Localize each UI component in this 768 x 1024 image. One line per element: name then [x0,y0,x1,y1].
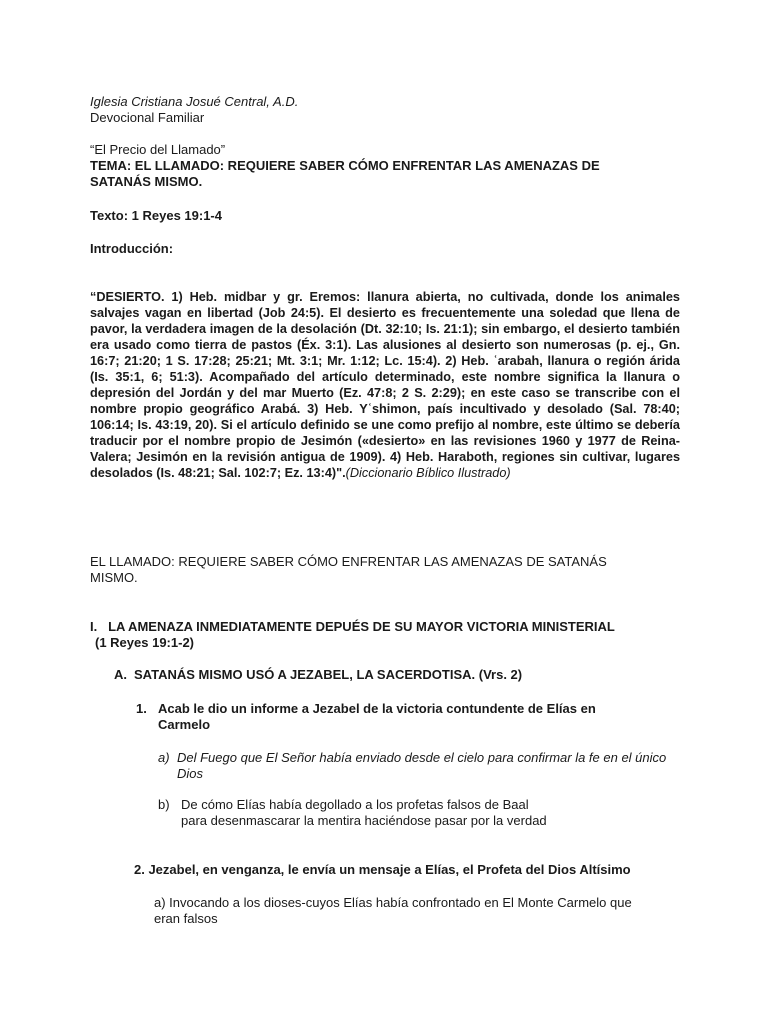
dictionary-quote [90,289,680,481]
point-1 [136,701,636,733]
point-1-marker: 1. [136,701,147,716]
sub-point-b [158,797,558,829]
church-name: Iglesia Cristiana Josué Central, A.D. [90,94,299,109]
quote-source: (Diccionario Bíblico Ilustrado) [345,466,511,480]
quote-body: “DESIERTO. 1) Heb. midbar y gr. Eremos: llanura abierta, no cultivada, donde los animales salvajes vagan en libertad (Job 24:5). El desierto es frecuentemente una soledad que llena de pavor, la verdadera imagen de la desolación (Dt. 32:10; Is. 21:1); sin embargo, el desierto también era usado como tierra de pastos (Éx. 3:1). Las alusiones al desierto son numerosas (p. ej., Gn. 16:7; 21:20; 1 S. 17:28; 25:21; Mt. 3:1; Mr. 1:12; Lc. 15:4). 2) Heb. ʿarabah, llanura o región árida (Is. 35:1, 6; 51:3). Acompañado del artículo determinado, este nombre significa la llanura o depresión del Jordán y del mar Muerto (Ez. 47:8; 2 S. 2:29); en este caso se transcribe con el nombre propio geográfico Arabá. 3) Heb. Yʿshimon, país incultivado y desolado (Sal. 78:40; 106:14; Is. 43:19, 20). Si el artículo definido se une como prefijo al nombre, este último se debería traducir por el nombre propio de Jesimón («desierto» en las revisiones 1960 y 1977 de Reina-Valera; Jesimón en la revisión antigua de 1909). 4) Heb. Haraboth, regiones sin cultivar, lugares desolados (Is. 48:21; Sal. 102:7; Ez. 13:4)". [90,290,680,480]
section-i-ref: (1 Reyes 19:1-2) [95,635,194,650]
sub-point-a-marker: a) [158,750,170,765]
section-i-title: LA AMENAZA INMEDIATAMENTE DEPUÉS DE SU MAYOR VICTORIA MINISTERIAL [108,619,615,634]
point-2: 2. Jezabel, en venganza, le envía un mensaje a Elías, el Profeta del Dios Altísimo [134,862,631,877]
sub-point-b-marker: b) [158,797,170,812]
texto-reference: Texto: 1 Reyes 19:1-4 [90,208,222,223]
point-1-text: Acab le dio un informe a Jezabel de la victoria contundente de Elías en Carmelo [158,701,596,732]
tema-heading: TEMA: EL LLAMADO: REQUIERE SABER CÓMO ENFRENTAR LAS AMENAZAS DE SATANÁS MISMO. [90,158,600,189]
point-a-marker: A. [114,667,127,682]
introduccion-heading: Introducción: [90,241,174,256]
section-i-heading [90,619,680,635]
devotional-subtitle: Devocional Familiar [90,110,205,125]
section-i-marker: I. [90,619,98,634]
sub-point-2a: a) Invocando a los dioses-cuyos Elías había confrontado en El Monte Carmelo que eran falsos [154,895,632,926]
point-a-text: SATANÁS MISMO USÓ A JEZABEL, LA SACERDOTISA. (Vrs. 2) [134,667,523,682]
sub-point-b-text: De cómo Elías había degollado a los profetas falsos de Baal para desenmascarar la mentira haciéndose pasar por la verdad [181,797,547,828]
sermon-title: “El Precio del Llamado” [90,142,226,157]
point-a [114,667,674,683]
tema-repeat: EL LLAMADO: REQUIERE SABER CÓMO ENFRENTAR LAS AMENAZAS DE SATANÁS MISMO. [90,554,607,585]
sub-point-a-text: Del Fuego que El Señor había enviado desde el cielo para confirmar la fe en el único Dios [177,750,667,781]
sub-point-a [158,750,668,782]
